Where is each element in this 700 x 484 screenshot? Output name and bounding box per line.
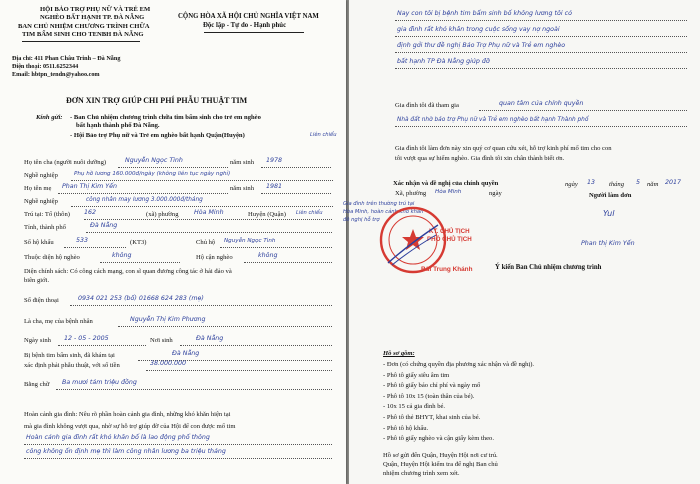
documents-item: - Đơn (có chứng quyền địa phương xác nhận và đề nghị). — [383, 361, 535, 368]
father-year-line — [261, 167, 331, 168]
words-handwriting: Ba mươi tám triệu đồng — [62, 379, 137, 386]
father-name-line — [118, 167, 228, 168]
province-line — [86, 232, 332, 233]
footer-line-2: Quận, Huyện Hội kiểm tra để nghị Ban chủ — [383, 461, 498, 468]
cost-label: xác định phải phẫu thuật, với số tiền — [24, 362, 120, 369]
participation-label: Gia đình tôi đã tham gia — [395, 102, 459, 109]
confirm-handwriting-3: đề nghị hỗ trợ — [343, 217, 380, 223]
household-handwriting: 533 — [76, 237, 89, 244]
top-line-3 — [395, 52, 687, 53]
diagnosis-handwriting: Đà Nẵng — [172, 350, 200, 357]
circumstance-line-2: mà gia đình không vượt qua, nhờ sự hỗ trợ giúp đỡ của Hội để con được mổ tim — [24, 423, 236, 430]
hw-top-3: định gởi thư đề nghị Bảo Trợ Phụ nữ và Trẻ em nghèo — [397, 42, 566, 49]
mother-year-line — [261, 193, 331, 194]
application-page-front — [0, 0, 346, 484]
district-handwriting: Liên chiểu — [296, 210, 323, 216]
recipient-district-handwriting: Liên chiểu — [310, 132, 337, 138]
documents-title: Hồ sơ gồm: — [383, 350, 415, 357]
applicant-signature: Yul — [603, 209, 615, 218]
phone-label: Số điện thoại — [24, 297, 59, 304]
ward-label: (xã) phường — [146, 211, 179, 218]
mother-year-label: năm sinh — [230, 185, 254, 192]
org-line-3: BAN CHỦ NHIỆM CHƯƠNG TRÌNH CHỮA — [18, 23, 150, 30]
footer-line-1: Hồ sơ gửi đến Quận, Huyện Hội nơi cư trú. — [383, 452, 498, 459]
org-line-1: HỘI BẢO TRỢ PHỤ NỮ VÀ TRẺ EM — [40, 6, 151, 13]
father-job-handwriting: Phụ hồ lương 160.000đ/ngày (không liên tục ngày nghỉ) — [74, 171, 231, 177]
owner-handwriting: Nguyễn Ngọc Tình — [224, 238, 276, 244]
mother-job-line — [71, 206, 333, 207]
month-handwriting: 5 — [636, 179, 641, 186]
hw-top-4: bất hạnh TP Đà Nẵng giúp đỡ — [397, 58, 490, 65]
household-label: Sổ hộ khẩu — [24, 239, 54, 246]
cost-handwriting: 38.000.000 — [150, 360, 187, 367]
top-line-2 — [395, 36, 687, 37]
top-line-1 — [395, 20, 687, 21]
confirm-ward-label: Xã, phường — [395, 190, 427, 197]
father-year-handwriting: 1978 — [266, 157, 283, 164]
words-label: Bằng chữ — [24, 381, 50, 388]
province-label: Tỉnh, thành phố — [24, 224, 66, 231]
org-line-4: TIM BẨM SINH CHO TENBH ĐÀ NẴNG — [22, 31, 144, 38]
stamp-title-2: PHÓ CHỦ TỊCH — [427, 236, 472, 243]
commit-line-2: tôi vượt qua sự hiểm nghèo. Gia đình tôi xin chân thành biết ơn. — [395, 155, 565, 162]
confirm-ward-handwriting: Hòa Minh — [435, 189, 462, 195]
province-handwriting: Đà Nẵng — [90, 222, 118, 229]
org-line-2: NGHÈO BẤT HẠNH TP. ĐÀ NẴNG — [40, 14, 145, 21]
date-year-label: năm — [647, 181, 659, 188]
dob-line — [58, 345, 146, 346]
top-line-4 — [395, 68, 687, 69]
documents-item: - Phô tô giấy siêu âm tim — [383, 371, 450, 379]
applicant-name-handwriting: Phan thị Kim Yến — [581, 240, 635, 247]
org-phone: Điện thoại: 0511.6252344 — [12, 63, 79, 70]
year-handwriting: 2017 — [665, 179, 682, 186]
date-month-label: tháng — [609, 181, 625, 188]
date-day-label-2: ngày — [565, 181, 578, 188]
documents-item: - Phô tô giấy nghèo và cận giấy kèm theo. — [383, 435, 494, 443]
commit-line-1: Gia đình tôi làm đơn này xin quý cơ quan cứu xét, hỗ trợ kinh phí mổ tim cho con — [395, 145, 612, 152]
near-poor-line — [244, 262, 332, 263]
republic-title: CỘNG HÒA XÃ HỘI CHỦ NGHĨA VIỆT NAM — [178, 13, 319, 20]
poor-line — [100, 262, 180, 263]
hw-top-2: gia đình rất khó khăn trong cuộc sống vay nợ ngoài — [397, 26, 560, 33]
group-handwriting: 162 — [84, 209, 97, 216]
patient-handwriting: Nguyễn Thị Kim Phương — [130, 316, 206, 323]
pob-line — [180, 345, 332, 346]
mother-name-line — [58, 193, 228, 194]
org-email: Email: hbtpn_tendn@yahoo.com — [12, 71, 100, 78]
date-day-label: ngày — [489, 190, 502, 197]
recipient-line-3: - Hội Bảo trợ Phụ nữ và Trẻ em nghèo bất hạnh Quận(Huyện) — [70, 132, 245, 139]
diagnosis-label: Bị bệnh tim bẩm sinh, đã khám tại — [24, 352, 115, 359]
documents-item: - 10x 15 cả gia đình bé. — [383, 403, 446, 411]
pob-label: Nơi sinh — [150, 337, 173, 344]
kt3-label: (KT3) — [130, 239, 147, 246]
patient-label: Là cha, mẹ của bệnh nhân — [24, 318, 93, 325]
dob-handwriting: 12 - 05 - 2005 — [64, 335, 109, 342]
household-line — [64, 247, 126, 248]
poor-handwriting: không — [112, 252, 132, 259]
father-job-label: Nghề nghiệp — [24, 172, 58, 179]
poor-label: Thuộc diện hộ nghèo — [24, 254, 80, 261]
mother-job-handwriting: công nhân may lương 3.000.000đ/tháng — [86, 197, 203, 203]
circumstance-line-4 — [24, 458, 332, 459]
stamp-signer-name: Bùi Trung Khánh — [421, 266, 473, 273]
near-poor-handwriting: không — [258, 252, 278, 259]
cost-line — [146, 370, 332, 371]
document-title: ĐƠN XIN TRỢ GIÚP CHI PHÍ PHẪU THUẬT TIM — [66, 96, 248, 105]
footer-line-3: nhiệm chương trình xem xét. — [383, 470, 460, 477]
documents-item: - Phô tô giấy báo chỉ phí và ngày mổ — [383, 382, 481, 390]
confirm-handwriting-1: Gia đình trên thường trú tại — [343, 201, 415, 207]
mother-name-handwriting: Phan Thị Kim Yến — [62, 183, 117, 190]
circumstance-handwriting-1: Hoàn cảnh gia đình rất khó khăn bố là lao động phổ thông — [26, 434, 210, 441]
father-name-label: Họ tên cha (người nuôi dưỡng) — [24, 159, 107, 166]
participation-handwriting-1: quan tâm của chính quyền — [499, 100, 584, 107]
org-underline — [22, 41, 140, 42]
official-stamp-icon — [378, 205, 448, 275]
father-year-label: năm sinh — [230, 159, 254, 166]
father-job-line — [71, 180, 333, 181]
org-address: Địa chỉ: 411 Phan Châu Trinh – Đà Nẵng — [12, 55, 121, 62]
recipient-label: Kính gửi: — [36, 114, 63, 121]
stamp-title-1: KT. CHỦ TỊCH — [429, 228, 470, 235]
recipient-line-2: bất hạnh thành phố Đà Nẵng. — [76, 122, 160, 129]
documents-item: - Phô tô thẻ BHYT, khai sinh của bé. — [383, 414, 481, 421]
motto: Độc lập - Tự do - Hạnh phúc — [203, 22, 287, 29]
mother-name-label: Họ tên mẹ — [24, 185, 52, 192]
applicant-label: Người làm đơn — [589, 192, 632, 199]
near-poor-label: Hộ cận nghèo — [196, 254, 233, 261]
confirmation-title: Xác nhận và đề nghị của chính quyền — [393, 180, 499, 187]
recipient-line-1: - Ban Chủ nhiệm chương trình chữa tim bẩm sinh cho trẻ em nghèo — [70, 114, 261, 121]
participation-line-2 — [395, 126, 687, 127]
words-line — [56, 389, 332, 390]
phone-handwriting: 0934 021 253 (bố) 01668 624 283 (mẹ) — [78, 295, 204, 302]
phone-line — [70, 305, 332, 306]
mother-year-handwriting: 1981 — [266, 183, 283, 190]
dob-label: Ngày sinh — [24, 337, 51, 344]
owner-line — [220, 247, 332, 248]
participation-line-1 — [479, 110, 687, 111]
confirm-handwriting-2: Hòa Minh, hoàn cảnh khó khăn — [343, 209, 424, 215]
circumstance-handwriting-2: công không ổn định mẹ thì làm công nhân lương ba triệu tháng — [26, 448, 226, 455]
ward-handwriting: Hòa Minh — [194, 209, 224, 216]
pob-handwriting: Đà Nẵng — [196, 335, 224, 342]
policy-line-2: biên giới. — [24, 277, 50, 284]
circumstance-line-3 — [24, 444, 332, 445]
mother-job-label: Nghề nghiệp — [24, 198, 58, 205]
residence-label: Trú tại: Tổ (thôn) — [24, 211, 70, 218]
day-handwriting: 13 — [587, 179, 596, 186]
motto-underline — [204, 32, 304, 33]
hw-top-1: Nay con tôi bị bệnh tim bẩm sinh bố không lương tôi có — [397, 10, 572, 17]
father-name-handwriting: Nguyễn Ngọc Tình — [125, 157, 183, 164]
policy-line-1: Diện chính sách: Có công cách mạng, con sĩ quan đương công tác ở hải đảo và — [24, 268, 232, 275]
patient-line — [118, 326, 332, 327]
residence-line — [84, 219, 332, 220]
documents-item: - Phô tô hộ khẩu. — [383, 424, 429, 432]
owner-label: Chủ hộ — [196, 239, 216, 246]
participation-handwriting-2: Nhà đất nhờ bảo trợ Phụ nữ và Trẻ em nghèo bất hạnh Thành phố — [397, 117, 589, 123]
circumstance-line-1: Hoàn cảnh gia đình: Nêu rõ phần hoàn cảnh gia đình, những khó khăn hiện tại — [24, 411, 231, 418]
documents-item: - Phô tô 10x 15 (toàn thân của bé). — [383, 392, 475, 400]
district-label: Huyện (Quận) — [248, 211, 286, 218]
board-opinion-title: Ý kiến Ban Chủ nhiệm chương trình — [495, 264, 602, 271]
